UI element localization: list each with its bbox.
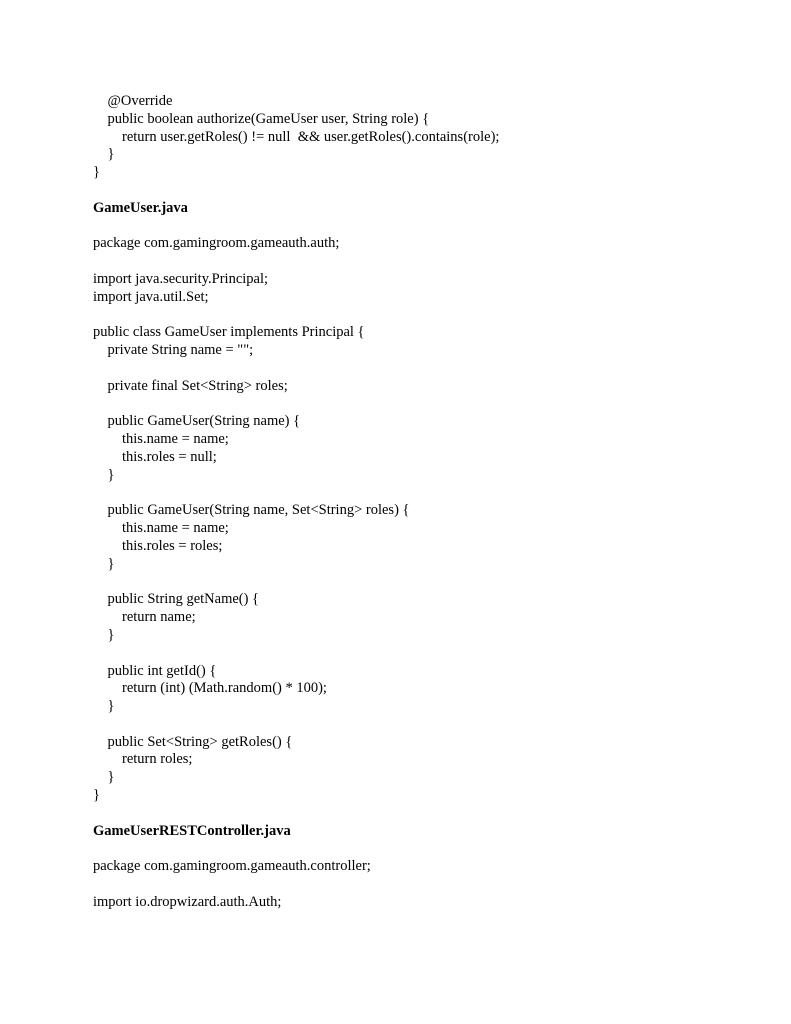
blank-line (93, 218, 713, 236)
file-heading: GameUserRESTController.java (93, 822, 291, 839)
code-line: import java.security.Principal; (93, 270, 269, 287)
code-line: this.roles = roles; (93, 537, 223, 554)
code-line: } (93, 787, 100, 804)
code-line: @Override (93, 93, 173, 109)
code-line: return roles; (93, 751, 193, 768)
code-line: public GameUser(String name) { (93, 413, 301, 430)
blank-line (93, 876, 713, 894)
blank-line (93, 360, 713, 378)
code-line: public class GameUser implements Principal { (93, 324, 365, 341)
code-line: return (int) (Math.random() * 100); (93, 680, 327, 697)
blank-line (93, 182, 713, 200)
code-line: public Set<String> getRoles() { (93, 733, 293, 750)
code-line: } (93, 466, 115, 483)
blank-line (93, 253, 713, 271)
code-line: public int getId() { (93, 662, 217, 679)
blank-line (93, 716, 713, 734)
code-line: this.name = name; (93, 520, 229, 537)
code-line: this.name = name; (93, 431, 229, 448)
blank-line (93, 574, 713, 592)
blank-line (93, 805, 713, 823)
code-line: package com.gamingroom.gameauth.controller; (93, 858, 371, 875)
code-line: } (93, 769, 115, 786)
code-line: this.roles = null; (93, 448, 217, 465)
code-line: import io.dropwizard.auth.Auth; (93, 893, 282, 910)
code-line: public GameUser(String name, Set<String> roles) { (93, 502, 410, 519)
blank-line (93, 307, 713, 325)
blank-line (93, 645, 713, 663)
code-line: } (93, 164, 100, 181)
blank-line (93, 396, 713, 414)
code-line: } (93, 626, 115, 643)
code-line: package com.gamingroom.gameauth.auth; (93, 235, 340, 252)
document-body (93, 93, 713, 912)
code-line: import java.util.Set; (93, 288, 209, 305)
code-line: public boolean authorize(GameUser user, String role) { (93, 110, 430, 127)
code-line: return name; (93, 609, 196, 626)
code-line: private String name = ""; (93, 342, 254, 359)
code-line: } (93, 146, 115, 163)
code-line: } (93, 698, 115, 715)
blank-line (93, 840, 713, 858)
blank-line (93, 485, 713, 503)
file-heading: GameUser.java (93, 199, 188, 216)
code-line: } (93, 555, 115, 572)
code-line: private final Set<String> roles; (93, 377, 288, 394)
code-line: return user.getRoles() != null && user.getRoles().contains(role); (93, 128, 500, 145)
code-line: public String getName() { (93, 591, 260, 608)
